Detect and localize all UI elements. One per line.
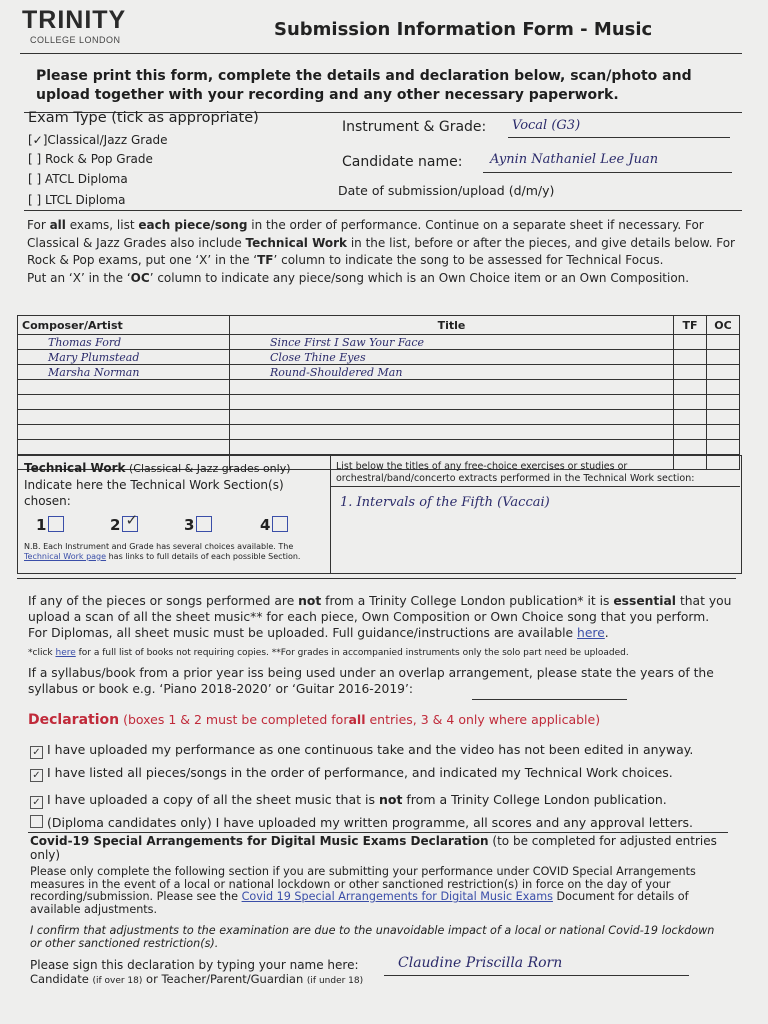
header-title: Title (230, 316, 674, 335)
table-row[interactable] (18, 440, 740, 455)
exam-option-ltcl[interactable]: [ ] LTCL Diploma (28, 193, 126, 207)
declaration-item-3[interactable]: ✓ I have uploaded a copy of all the sheet music that is not from a Trinity College London publication. (30, 792, 667, 809)
table-row[interactable] (18, 410, 740, 425)
section-3-checkbox[interactable] (196, 516, 212, 532)
date-label: Date of submission/upload (d/m/y) (338, 183, 555, 198)
declaration-item-1[interactable]: ✓ I have uploaded my performance as one continuous take and the video has not been edited in anyway. (30, 742, 693, 759)
technical-divider (330, 456, 331, 573)
tf-cell[interactable] (674, 350, 707, 365)
header-rule (20, 53, 742, 54)
books-list-link[interactable]: here (55, 648, 76, 658)
signature-label: Please sign this declaration by typing your name here: (30, 958, 359, 972)
oc-cell[interactable] (707, 365, 740, 380)
composer-cell[interactable]: Mary Plumstead (18, 350, 230, 365)
tf-cell[interactable] (674, 335, 707, 350)
form-title: Submission Information Form - Music (274, 19, 653, 40)
technical-work-heading: Technical Work (Classical & Jazz grades only) Indicate here the Technical Work Section(s) chosen: (24, 461, 291, 508)
table-row[interactable] (18, 350, 740, 365)
section-4-option[interactable]: 4 (260, 516, 288, 534)
candidate-value[interactable]: Aynin Nathaniel Lee Juan (490, 152, 659, 167)
technical-work-box (17, 455, 742, 574)
technical-bottom-rule (17, 578, 736, 579)
title-cell[interactable]: Close Thine Eyes (230, 350, 674, 365)
section-2-option[interactable]: 2 ✓ (110, 511, 139, 534)
section-2-checkbox[interactable]: ✓ (122, 516, 138, 532)
covid-heading: Covid-19 Special Arrangements for Digital Music Exams Declaration (to be completed for adjusted entries only) (30, 834, 717, 862)
section-1-option[interactable]: 1 (36, 516, 64, 534)
table-row[interactable] (18, 335, 740, 350)
header-tf: TF (674, 316, 707, 335)
title-cell[interactable]: Since First I Saw Your Face (230, 335, 674, 350)
exam-option-classical[interactable]: [✓]Classical/Jazz Grade (28, 133, 168, 147)
sheet-music-note: *click here for a full list of books not requiring copies. **For grades in accompanied instruments only the solo part need be uploaded. (28, 648, 629, 658)
section-1-checkbox[interactable] (48, 516, 64, 532)
oc-cell[interactable] (707, 335, 740, 350)
table-header-row (18, 316, 740, 335)
checkbox-rock-pop[interactable]: [ ] (28, 152, 42, 166)
header-composer: Composer/Artist (18, 316, 230, 335)
section-4-checkbox[interactable] (272, 516, 288, 532)
exam-option-atcl[interactable]: [ ] ATCL Diploma (28, 172, 128, 186)
intro-text: Please print this form, complete the details and declaration below, scan/photo and upload together with your recording and any other necessary paperwork. (36, 68, 692, 103)
repertoire-table (17, 315, 740, 470)
section-3-option[interactable]: 3 (184, 516, 212, 534)
trinity-logo-subtitle: COLLEGE LONDON (30, 35, 121, 45)
covid-document-link[interactable]: Covid 19 Special Arrangements for Digital Music Exams (241, 890, 553, 904)
table-row[interactable] (18, 395, 740, 410)
title-cell[interactable]: Round-Shouldered Man (230, 365, 674, 380)
covid-confirmation: I confirm that adjustments to the examination are due to the unavoidable impact of a local or national Covid-19 lockdown or other sanctioned restriction(s). (30, 924, 715, 950)
syllabus-line[interactable] (472, 699, 627, 700)
exam-type-label: Exam Type (tick as appropriate) (28, 110, 259, 126)
table-row[interactable] (18, 365, 740, 380)
tf-cell[interactable] (674, 365, 707, 380)
covid-text: Please only complete the following section if you are submitting your performance under COVID Special Arrangements measures in the event of a local or national lockdown or other sanctioned restriction(s) in force on the day of your recording/submission. Please see the Covid 19 Special Arrangements for Digital Music Exams Document for details of available adjustments. (30, 865, 696, 916)
declaration-checkbox-2[interactable]: ✓ (30, 769, 43, 782)
oc-cell[interactable] (707, 350, 740, 365)
free-choice-heading: List below the titles of any free-choice exercises or studies or orchestral/band/concerto extracts performed in the Technical Work section: (336, 461, 695, 484)
declaration-heading: Declaration (boxes 1 & 2 must be completed forall entries, 3 & 4 only where applicable) (28, 712, 601, 728)
declaration-item-2[interactable]: ✓ I have listed all pieces/songs in the order of performance, and indicated my Technical Work choices. (30, 765, 673, 782)
table-row[interactable] (18, 425, 740, 440)
signer-type: Candidate (if over 18) or Teacher/Parent/Guardian (if under 18) (30, 972, 364, 986)
section-rule (24, 210, 742, 211)
free-choice-entry[interactable]: 1. Intervals of the Fifth (Vaccai) (340, 495, 550, 510)
exam-option-rock-pop[interactable]: [ ] Rock & Pop Grade (28, 152, 153, 166)
table-row[interactable] (18, 380, 740, 395)
declaration-checkbox-1[interactable]: ✓ (30, 746, 43, 759)
declaration-checkbox-3[interactable]: ✓ (30, 796, 43, 809)
syllabus-text: If a syllabus/book from a prior year iss being used under an overlap arrangement, please state the years of the syllabus or book e.g. ‘Piano 2018-2020’ or ‘Guitar 2016-2019’: (28, 666, 714, 696)
instrument-value[interactable]: Vocal (G3) (512, 118, 581, 133)
candidate-label: Candidate name: (342, 154, 463, 170)
technical-note: N.B. Each Instrument and Grade has several choices available. The Technical Work page has links to full details of each possible Section. (24, 542, 301, 561)
technical-work-page-link[interactable]: Technical Work page (24, 552, 107, 561)
composer-cell[interactable]: Marsha Norman (18, 365, 230, 380)
trinity-logo: TRINITY (22, 6, 127, 34)
instructions-text: For all exams, list each piece/song in the order of performance. Continue on a separate sheet if necessary. For Classical & Jazz Grades also include Technical Work in the list, before or after the pieces, and give details below. For Rock & Pop exams, put one ‘X’ in the ‘TF’ column to indicate the song to be assessed for Technical Focus. Put an ‘X’ in the ‘OC’ column to indicate any piece/song which is an Own Choice item or an Own Composition. (27, 218, 735, 285)
free-choice-rule (330, 486, 740, 487)
sheet-music-text: If any of the pieces or songs performed are not from a Trinity College London publication* it is essential that you upload a scan of all the sheet music** for each piece, Own Composition or Own Choice song that you perform. For Diplomas, all sheet music must be uploaded. Full guidance/instructions are available here. (28, 594, 732, 640)
checkbox-ltcl[interactable]: [ ] (28, 193, 42, 207)
instrument-line (508, 137, 730, 138)
signature-line (384, 975, 689, 976)
candidate-line (483, 172, 732, 173)
header-oc: OC (707, 316, 740, 335)
signature-value[interactable]: Claudine Priscilla Rorn (398, 955, 563, 971)
instrument-label: Instrument & Grade: (342, 119, 487, 135)
declaration-checkbox-4[interactable] (30, 815, 43, 828)
checkbox-atcl[interactable]: [ ] (28, 172, 42, 186)
declaration-item-4[interactable]: (Diploma candidates only) I have uploaded my written programme, all scores and any approval letters. (30, 815, 693, 830)
guidance-link[interactable]: here (577, 626, 605, 640)
declaration-rule (28, 832, 728, 833)
composer-cell[interactable]: Thomas Ford (18, 335, 230, 350)
checkbox-classical[interactable]: [✓] (28, 133, 48, 147)
